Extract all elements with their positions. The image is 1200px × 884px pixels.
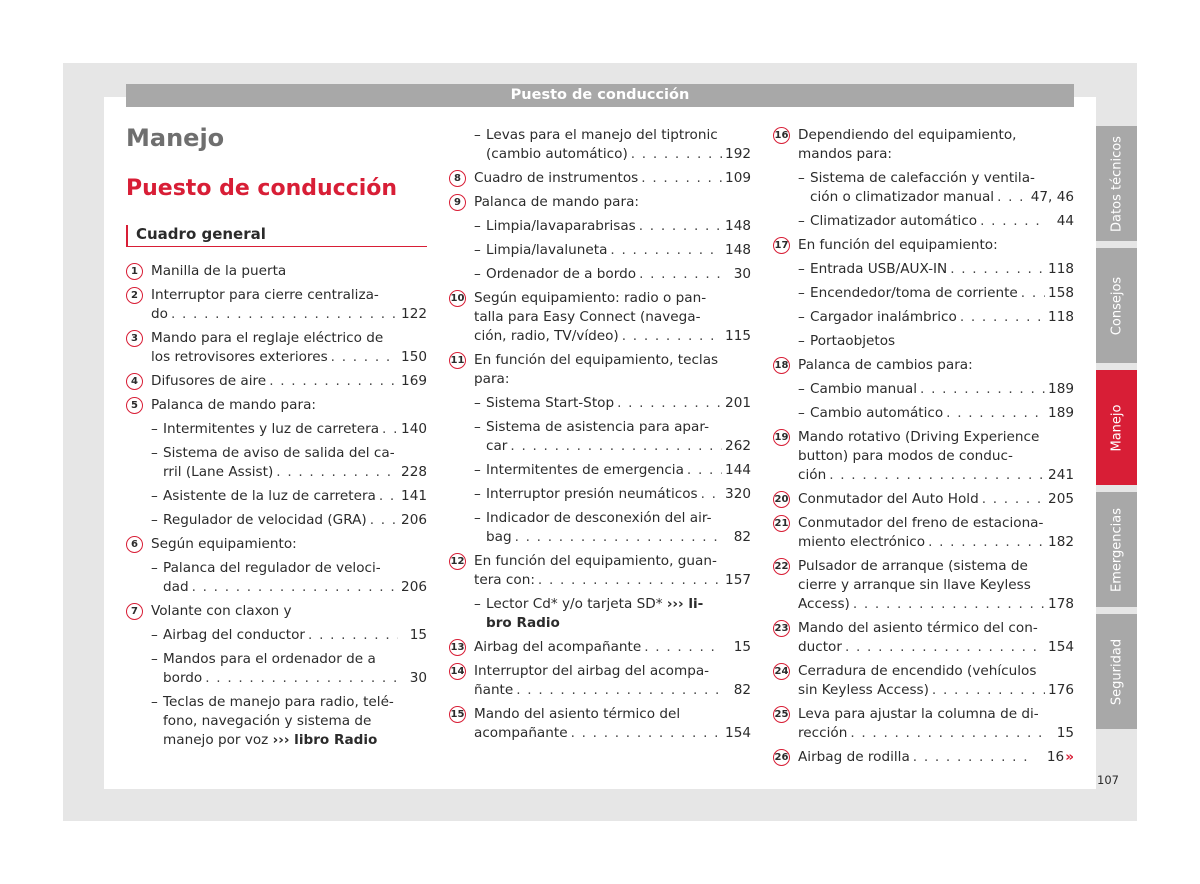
entry-text: Dependiendo del equipamiento, bbox=[798, 127, 1017, 143]
entry-text: Access) bbox=[798, 596, 850, 612]
index-entry bbox=[773, 428, 1074, 485]
dot-leader bbox=[276, 463, 398, 482]
index-subentry bbox=[449, 509, 751, 547]
entry-text: fono, navegación y sistema de bbox=[163, 713, 372, 729]
entry-text: En función del equipamiento, teclas bbox=[474, 352, 719, 368]
index-entry bbox=[449, 705, 751, 743]
tab-consejos[interactable]: Consejos bbox=[1096, 248, 1137, 363]
index-entry bbox=[126, 286, 427, 324]
index-entry bbox=[126, 262, 427, 281]
page-ref: 109 bbox=[725, 170, 751, 186]
entry-text: En función del equipamiento, guan- bbox=[474, 553, 717, 569]
entry-line bbox=[151, 305, 427, 324]
item-number-badge: 4 bbox=[126, 373, 143, 390]
entry-line bbox=[151, 372, 427, 391]
entry-text: Conmutador del Auto Hold bbox=[798, 491, 979, 507]
page-ref: 176 bbox=[1048, 682, 1074, 698]
tab-manejo[interactable]: Manejo bbox=[1096, 370, 1137, 485]
page-ref: 148 bbox=[725, 242, 751, 258]
entry-text: Pulsador de arranque (sistema de bbox=[798, 558, 1028, 574]
item-number-badge: 5 bbox=[126, 397, 143, 414]
entry-line bbox=[798, 490, 1074, 509]
entry-text: cierre y arranque sin llave Keyless bbox=[798, 577, 1031, 593]
page-ref: 201 bbox=[725, 395, 751, 411]
entry-line bbox=[163, 420, 427, 439]
entry-text: Mando del asiento térmico del bbox=[474, 706, 681, 722]
index-entry bbox=[449, 351, 751, 389]
index-entry bbox=[773, 557, 1074, 614]
page-ref: 144 bbox=[725, 462, 751, 478]
dot-leader bbox=[639, 265, 722, 284]
item-number-badge: 17 bbox=[773, 237, 790, 254]
entry-text: bag bbox=[486, 529, 512, 545]
entry-text: Leva para ajustar la columna de di- bbox=[798, 706, 1039, 722]
item-number-badge: 2 bbox=[126, 287, 143, 304]
cross-reference: ››› li- bbox=[666, 596, 704, 612]
page-ref: 82 bbox=[733, 529, 751, 545]
index-entry bbox=[449, 638, 751, 657]
entry-text: Conmutador del freno de estaciona- bbox=[798, 515, 1044, 531]
page-ref: 150 bbox=[401, 349, 427, 365]
dot-leader bbox=[622, 327, 722, 346]
entry-text: – Asistente de la luz de carretera bbox=[163, 488, 376, 504]
index-entry bbox=[126, 329, 427, 367]
index-subentry bbox=[126, 693, 427, 750]
page-ref: 206 bbox=[401, 579, 427, 595]
entry-text: – Airbag del conductor bbox=[163, 627, 306, 643]
entry-text: bordo bbox=[163, 670, 203, 686]
dot-leader bbox=[382, 420, 398, 439]
page-ref: 182 bbox=[1048, 534, 1074, 550]
item-number-badge: 1 bbox=[126, 263, 143, 280]
entry-line bbox=[163, 487, 427, 506]
entry-line bbox=[486, 241, 751, 260]
page-ref: 154 bbox=[1048, 639, 1074, 655]
entry-line bbox=[474, 327, 751, 346]
index-subentry bbox=[126, 444, 427, 482]
page-ref: 262 bbox=[725, 438, 751, 454]
index-entry bbox=[449, 169, 751, 188]
entry-line bbox=[163, 669, 427, 688]
entry-text: En función del equipamiento: bbox=[798, 237, 998, 253]
entry-line bbox=[474, 169, 751, 188]
entry-text: Volante con claxon y bbox=[151, 603, 292, 619]
page-ref: 47, 46 bbox=[1030, 189, 1074, 205]
index-subentry bbox=[126, 559, 427, 597]
page-ref: 320 bbox=[725, 486, 751, 502]
dot-leader bbox=[171, 305, 398, 324]
entry-text: Cuadro de instrumentos bbox=[474, 170, 639, 186]
dot-leader bbox=[370, 511, 398, 530]
entry-text: – Limpia/lavaparabrisas bbox=[486, 218, 636, 234]
item-number-badge: 25 bbox=[773, 706, 790, 723]
page-ref: 189 bbox=[1048, 381, 1074, 397]
page-ref: 154 bbox=[725, 725, 751, 741]
dot-leader bbox=[960, 308, 1045, 327]
cross-reference: bro Radio bbox=[486, 615, 560, 631]
index-entry bbox=[773, 662, 1074, 700]
index-subentry bbox=[449, 418, 751, 456]
page-number: 107 bbox=[1097, 773, 1119, 787]
entry-text: – Sistema de calefacción y ventila- bbox=[810, 170, 1035, 186]
entry-line bbox=[474, 571, 751, 590]
entry-text: Interruptor del airbag del acompa- bbox=[474, 663, 710, 679]
section-title: Manejo bbox=[126, 124, 225, 152]
dot-leader bbox=[641, 169, 722, 188]
item-number-badge: 6 bbox=[126, 536, 143, 553]
page-ref: 169 bbox=[401, 373, 427, 389]
entry-text: – Cargador inalámbrico bbox=[810, 309, 957, 325]
page-ref: 206 bbox=[401, 512, 427, 528]
entry-line bbox=[486, 394, 751, 413]
item-number-badge: 18 bbox=[773, 357, 790, 374]
entry-line bbox=[474, 724, 751, 743]
index-subentry bbox=[126, 650, 427, 688]
page-ref: 148 bbox=[725, 218, 751, 234]
entry-text: – Mandos para el ordenador de a bbox=[163, 651, 376, 667]
entry-text: – Regulador de velocidad (GRA) bbox=[163, 512, 367, 528]
dot-leader bbox=[379, 487, 398, 506]
index-subentry bbox=[449, 265, 751, 284]
page-ref: 44 bbox=[1056, 213, 1074, 229]
dot-leader bbox=[510, 437, 722, 456]
item-number-badge: 8 bbox=[449, 170, 466, 187]
item-number-badge: 15 bbox=[449, 706, 466, 723]
index-column-2 bbox=[449, 126, 751, 748]
index-subentry bbox=[773, 332, 1074, 351]
dot-leader bbox=[853, 595, 1045, 614]
dot-leader bbox=[850, 724, 1045, 743]
page-ref: 157 bbox=[725, 572, 751, 588]
entry-text: – Portaobjetos bbox=[810, 333, 896, 349]
index-entry bbox=[773, 514, 1074, 552]
item-number-badge: 19 bbox=[773, 429, 790, 446]
index-subentry bbox=[773, 404, 1074, 423]
entry-text: – Sistema Start-Stop bbox=[486, 395, 615, 411]
item-number-badge: 9 bbox=[449, 194, 466, 211]
index-entry bbox=[773, 236, 1074, 255]
page-ref: 115 bbox=[725, 328, 751, 344]
entry-text: mandos para: bbox=[798, 146, 892, 162]
entry-line bbox=[486, 485, 751, 504]
sub-title: Puesto de conducción bbox=[126, 176, 398, 201]
entry-text: – Intermitentes de emergencia bbox=[486, 462, 684, 478]
entry-text: Cerradura de encendido (vehículos bbox=[798, 663, 1037, 679]
index-subentry bbox=[773, 212, 1074, 231]
tab-datos-tecnicos[interactable]: Datos técnicos bbox=[1096, 126, 1137, 241]
dot-leader bbox=[205, 669, 398, 688]
item-number-badge: 20 bbox=[773, 491, 790, 508]
entry-text: – Cambio manual bbox=[810, 381, 918, 397]
entry-line bbox=[474, 681, 751, 700]
dot-leader bbox=[1021, 284, 1045, 303]
dot-leader bbox=[631, 145, 722, 164]
page-ref: 15 bbox=[1056, 725, 1074, 741]
dot-leader bbox=[946, 404, 1045, 423]
entry-line bbox=[486, 217, 751, 236]
item-number-badge: 21 bbox=[773, 515, 790, 532]
index-entry bbox=[126, 372, 427, 391]
page-ref: 140 bbox=[401, 421, 427, 437]
item-number-badge: 13 bbox=[449, 639, 466, 656]
entry-line bbox=[163, 626, 427, 645]
page-ref: 30 bbox=[409, 670, 427, 686]
index-subentry bbox=[449, 461, 751, 480]
entry-text: – Palanca del regulador de veloci- bbox=[163, 560, 381, 576]
index-subentry bbox=[449, 485, 751, 504]
item-number-badge: 7 bbox=[126, 603, 143, 620]
entry-text: Mando del asiento térmico del con- bbox=[798, 620, 1038, 636]
entry-line bbox=[798, 681, 1074, 700]
index-entry bbox=[449, 552, 751, 590]
entry-line bbox=[163, 578, 427, 597]
entry-text: – Limpia/lavaluneta bbox=[486, 242, 608, 258]
index-subentry bbox=[126, 626, 427, 645]
index-entry bbox=[773, 619, 1074, 657]
entry-text: button) para modos de conduc- bbox=[798, 448, 1013, 464]
entry-line bbox=[798, 533, 1074, 552]
dot-leader bbox=[845, 638, 1045, 657]
dot-leader bbox=[932, 681, 1045, 700]
entry-text: miento electrónico bbox=[798, 534, 926, 550]
index-entry bbox=[126, 396, 427, 415]
entry-line bbox=[486, 461, 751, 480]
entry-line bbox=[798, 595, 1074, 614]
page-ref: 205 bbox=[1048, 491, 1074, 507]
entry-text: car bbox=[486, 438, 508, 454]
index-subentry bbox=[773, 169, 1074, 207]
dot-leader bbox=[617, 394, 722, 413]
page-ref: 122 bbox=[401, 306, 427, 322]
page-ref: 15 bbox=[409, 627, 427, 643]
page-ref: 228 bbox=[401, 464, 427, 480]
entry-text: Airbag de rodilla bbox=[798, 749, 910, 765]
index-subentry bbox=[449, 217, 751, 236]
entry-text: Mando para el reglaje eléctrico de bbox=[151, 330, 384, 346]
tab-seguridad[interactable]: Seguridad bbox=[1096, 614, 1137, 729]
item-number-badge: 14 bbox=[449, 663, 466, 680]
index-subentry bbox=[449, 126, 751, 164]
entry-text: Palanca de mando para: bbox=[474, 194, 639, 210]
entry-text: Palanca de cambios para: bbox=[798, 357, 973, 373]
entry-line bbox=[163, 511, 427, 530]
index-subentry bbox=[773, 260, 1074, 279]
page-ref: 241 bbox=[1048, 467, 1074, 483]
entry-text: Difusores de aire bbox=[151, 373, 267, 389]
entry-text bbox=[486, 595, 751, 614]
dot-leader bbox=[950, 260, 1045, 279]
entry-line bbox=[163, 463, 427, 482]
page-ref: 15 bbox=[733, 639, 751, 655]
entry-text: – Interruptor presión neumáticos bbox=[486, 486, 698, 502]
dot-leader bbox=[571, 724, 722, 743]
index-column-3 bbox=[773, 126, 1074, 772]
entry-text: Airbag del acompañante bbox=[474, 639, 642, 655]
entry-text: para: bbox=[474, 371, 510, 387]
entry-line bbox=[810, 188, 1074, 207]
entry-text: Palanca de mando para: bbox=[151, 397, 316, 413]
group-title: Cuadro general bbox=[126, 225, 427, 247]
cross-reference: ››› libro Radio bbox=[272, 732, 378, 748]
entry-line bbox=[810, 212, 1074, 231]
page-ref: 118 bbox=[1048, 309, 1074, 325]
page-ref: 192 bbox=[725, 146, 751, 162]
entry-text: manejo por voz bbox=[163, 732, 273, 748]
index-subentry bbox=[773, 284, 1074, 303]
entry-line bbox=[486, 437, 751, 456]
entry-text: ñante bbox=[474, 682, 514, 698]
index-subentry bbox=[449, 394, 751, 413]
dot-leader bbox=[639, 217, 722, 236]
dot-leader bbox=[982, 490, 1045, 509]
dot-leader bbox=[331, 348, 398, 367]
dot-leader bbox=[192, 578, 398, 597]
entry-line bbox=[486, 528, 751, 547]
entry-line bbox=[810, 260, 1074, 279]
entry-text: – Levas para el manejo del tiptronic bbox=[486, 127, 718, 143]
dot-leader bbox=[644, 638, 722, 657]
item-number-badge: 11 bbox=[449, 352, 466, 369]
dot-leader bbox=[269, 372, 398, 391]
entry-text: – Sistema de asistencia para apar- bbox=[486, 419, 709, 435]
entry-text: ción o climatizador manual bbox=[810, 189, 995, 205]
index-subentry bbox=[773, 308, 1074, 327]
entry-text: rección bbox=[798, 725, 848, 741]
dot-leader bbox=[515, 528, 722, 547]
entry-line bbox=[798, 638, 1074, 657]
item-number-badge: 22 bbox=[773, 558, 790, 575]
item-number-badge: 16 bbox=[773, 127, 790, 144]
continued-arrow: » bbox=[1065, 749, 1074, 765]
entry-text: – Climatizador automático bbox=[810, 213, 978, 229]
entry-line bbox=[798, 724, 1074, 743]
entry-text: ción, radio, TV/vídeo) bbox=[474, 328, 619, 344]
entry-text: Según equipamiento: bbox=[151, 536, 297, 552]
dot-leader bbox=[610, 241, 722, 260]
item-number-badge: 26 bbox=[773, 749, 790, 766]
entry-line bbox=[810, 308, 1074, 327]
page-ref: 82 bbox=[733, 682, 751, 698]
entry-text: – Indicador de desconexión del air- bbox=[486, 510, 712, 526]
index-subentry bbox=[449, 595, 751, 633]
entry-line bbox=[486, 265, 751, 284]
index-subentry bbox=[126, 420, 427, 439]
page-ref: 178 bbox=[1048, 596, 1074, 612]
entry-text: – Cambio automático bbox=[810, 405, 944, 421]
index-entry bbox=[773, 126, 1074, 164]
entry-text: – Sistema de aviso de salida del ca- bbox=[163, 445, 395, 461]
entry-text: Interruptor para cierre centraliza- bbox=[151, 287, 379, 303]
entry-text: acompañante bbox=[474, 725, 568, 741]
item-number-badge: 12 bbox=[449, 553, 466, 570]
index-entry bbox=[126, 535, 427, 554]
entry-line bbox=[798, 466, 1074, 485]
tab-emergencias[interactable]: Emergencias bbox=[1096, 492, 1137, 607]
page-ref: 30 bbox=[733, 266, 751, 282]
entry-text: Lector Cd* y/o tarjeta SD* bbox=[486, 596, 667, 612]
dot-leader bbox=[701, 485, 722, 504]
dot-leader bbox=[980, 212, 1045, 231]
entry-text: sin Keyless Access) bbox=[798, 682, 929, 698]
entry-text: – Intermitentes y luz de carretera bbox=[163, 421, 380, 437]
entry-line bbox=[798, 748, 1074, 767]
entry-text: dad bbox=[163, 579, 189, 595]
dot-leader bbox=[913, 748, 1035, 767]
page-ref: 141 bbox=[401, 488, 427, 504]
entry-text: do bbox=[151, 306, 168, 322]
item-number-badge: 24 bbox=[773, 663, 790, 680]
entry-text: Mando rotativo (Driving Experience bbox=[798, 429, 1040, 445]
entry-line bbox=[151, 348, 427, 367]
entry-text: – Ordenador de a bordo bbox=[486, 266, 637, 282]
dot-leader bbox=[516, 681, 722, 700]
entry-text: rril (Lane Assist) bbox=[163, 464, 274, 480]
entry-text: – Encendedor/toma de corriente bbox=[810, 285, 1018, 301]
dot-leader bbox=[829, 466, 1045, 485]
dot-leader bbox=[538, 571, 722, 590]
index-entry bbox=[449, 193, 751, 212]
index-entry bbox=[773, 705, 1074, 743]
index-entry bbox=[449, 662, 751, 700]
entry-text: (cambio automático) bbox=[486, 146, 628, 162]
entry-text: ción bbox=[798, 467, 827, 483]
index-subentry bbox=[773, 380, 1074, 399]
running-header: Puesto de conducción bbox=[126, 84, 1074, 107]
dot-leader bbox=[920, 380, 1045, 399]
entry-text: tera con: bbox=[474, 572, 535, 588]
entry-text: los retrovisores exteriores bbox=[151, 349, 328, 365]
dot-leader bbox=[997, 188, 1028, 207]
entry-line bbox=[486, 145, 751, 164]
page-ref: 16 bbox=[1046, 749, 1065, 765]
entry-line bbox=[810, 380, 1074, 399]
entry-text bbox=[163, 731, 427, 750]
index-entry bbox=[773, 748, 1074, 767]
index-entry bbox=[126, 602, 427, 621]
dot-leader bbox=[308, 626, 398, 645]
item-number-badge: 23 bbox=[773, 620, 790, 637]
entry-line bbox=[810, 404, 1074, 423]
entry-line bbox=[810, 284, 1074, 303]
dot-leader bbox=[687, 461, 722, 480]
page-ref: 189 bbox=[1048, 405, 1074, 421]
dot-leader bbox=[928, 533, 1045, 552]
page-ref: 158 bbox=[1048, 285, 1074, 301]
index-entry bbox=[773, 490, 1074, 509]
index-subentry bbox=[126, 487, 427, 506]
index-subentry bbox=[449, 241, 751, 260]
entry-text: – Entrada USB/AUX-IN bbox=[810, 261, 948, 277]
page-ref: 118 bbox=[1048, 261, 1074, 277]
entry-line bbox=[474, 638, 751, 657]
index-subentry bbox=[126, 511, 427, 530]
index-column-1 bbox=[126, 262, 427, 755]
index-entry bbox=[773, 356, 1074, 375]
entry-text: talla para Easy Connect (navega- bbox=[474, 309, 701, 325]
item-number-badge: 3 bbox=[126, 330, 143, 347]
entry-text: – Teclas de manejo para radio, telé- bbox=[163, 694, 394, 710]
item-number-badge: 10 bbox=[449, 290, 466, 307]
entry-text: ductor bbox=[798, 639, 842, 655]
entry-text: Manilla de la puerta bbox=[151, 263, 287, 279]
index-entry bbox=[449, 289, 751, 346]
entry-text: Según equipamiento: radio o pan- bbox=[474, 290, 707, 306]
